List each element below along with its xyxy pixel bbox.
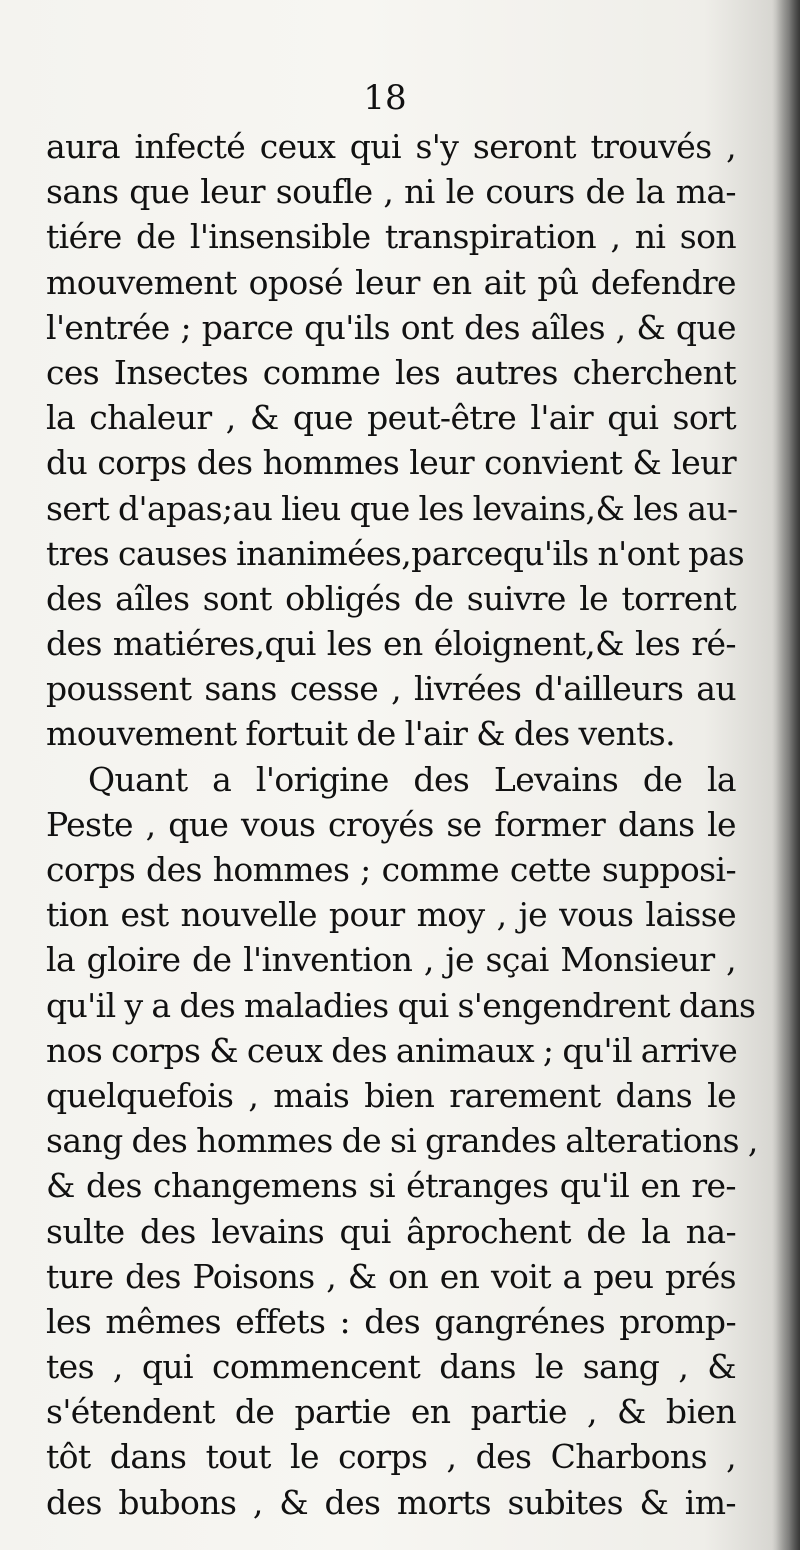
text-line: mouvement fortuit de l'air & des vents. bbox=[46, 714, 676, 754]
text-line: qu'il y a des maladies qui s'engendrent dans bbox=[46, 985, 756, 1025]
text-line: sang des hommes de si grandes alterations , bbox=[46, 1121, 758, 1161]
text-line: s'étendent de partie en partie , & bien bbox=[46, 1392, 736, 1432]
text-line: & des changemens si étranges qu'il en re- bbox=[46, 1166, 736, 1206]
text-line: tion est nouvelle pour moy , je vous laisse bbox=[46, 895, 736, 935]
text-line: du corps des hommes leur convient & leur bbox=[46, 443, 736, 483]
text-line: tres causes inanimées,parcequ'ils n'ont pas bbox=[46, 533, 745, 573]
text-line: ture des Poisons , & on en voit a peu prés bbox=[46, 1256, 736, 1296]
text-line: les mêmes effets : des gangrénes promp- bbox=[46, 1301, 736, 1341]
text-line: des bubons , & des morts subites & im- bbox=[46, 1482, 736, 1522]
text-line: tiére de l'insensible transpiration , ni son bbox=[46, 217, 736, 257]
text-line: la gloire de l'invention , je sçai Monsieur , bbox=[46, 940, 736, 980]
text-line: Quant a l'origine des Levains de la bbox=[88, 759, 736, 799]
body-text bbox=[46, 124, 758, 1525]
page-number: 18 bbox=[363, 78, 407, 118]
text-line: des matiéres,qui les en éloignent,& les ré- bbox=[46, 624, 736, 664]
text-line: ces Insectes comme les autres cherchent bbox=[46, 352, 736, 392]
text-line: quelquefois , mais bien rarement dans le bbox=[46, 1075, 736, 1115]
text-line: Peste , que vous croyés se former dans le bbox=[46, 804, 736, 844]
text-line: la chaleur , & que peut-être l'air qui sort bbox=[46, 398, 736, 438]
text-line: l'entrée ; parce qu'ils ont des aîles , & que bbox=[46, 307, 736, 347]
text-line: corps des hommes ; comme cette supposi- bbox=[46, 850, 736, 889]
text-line: mouvement oposé leur en ait pû defendre bbox=[46, 262, 736, 302]
text-line: des aîles sont obligés de suivre le torrent bbox=[46, 578, 736, 618]
text-line: tes , qui commencent dans le sang , & bbox=[46, 1347, 736, 1387]
text-line: sert d'apas;au lieu que les levains,& les au- bbox=[46, 488, 738, 528]
text-line: tôt dans tout le corps , des Charbons , bbox=[46, 1437, 736, 1477]
text-line: aura infecté ceux qui s'y seront trouvés , bbox=[46, 127, 736, 166]
text-line: sans que leur soufle , ni le cours de la ma- bbox=[46, 172, 736, 212]
text-line: nos corps & ceux des animaux ; qu'il arrive bbox=[46, 1030, 738, 1070]
book-spine-shadow bbox=[772, 0, 800, 1550]
text-line: sulte des levains qui âprochent de la na- bbox=[46, 1211, 736, 1251]
text-line: poussent sans cesse , livrées d'ailleurs au bbox=[46, 669, 736, 709]
